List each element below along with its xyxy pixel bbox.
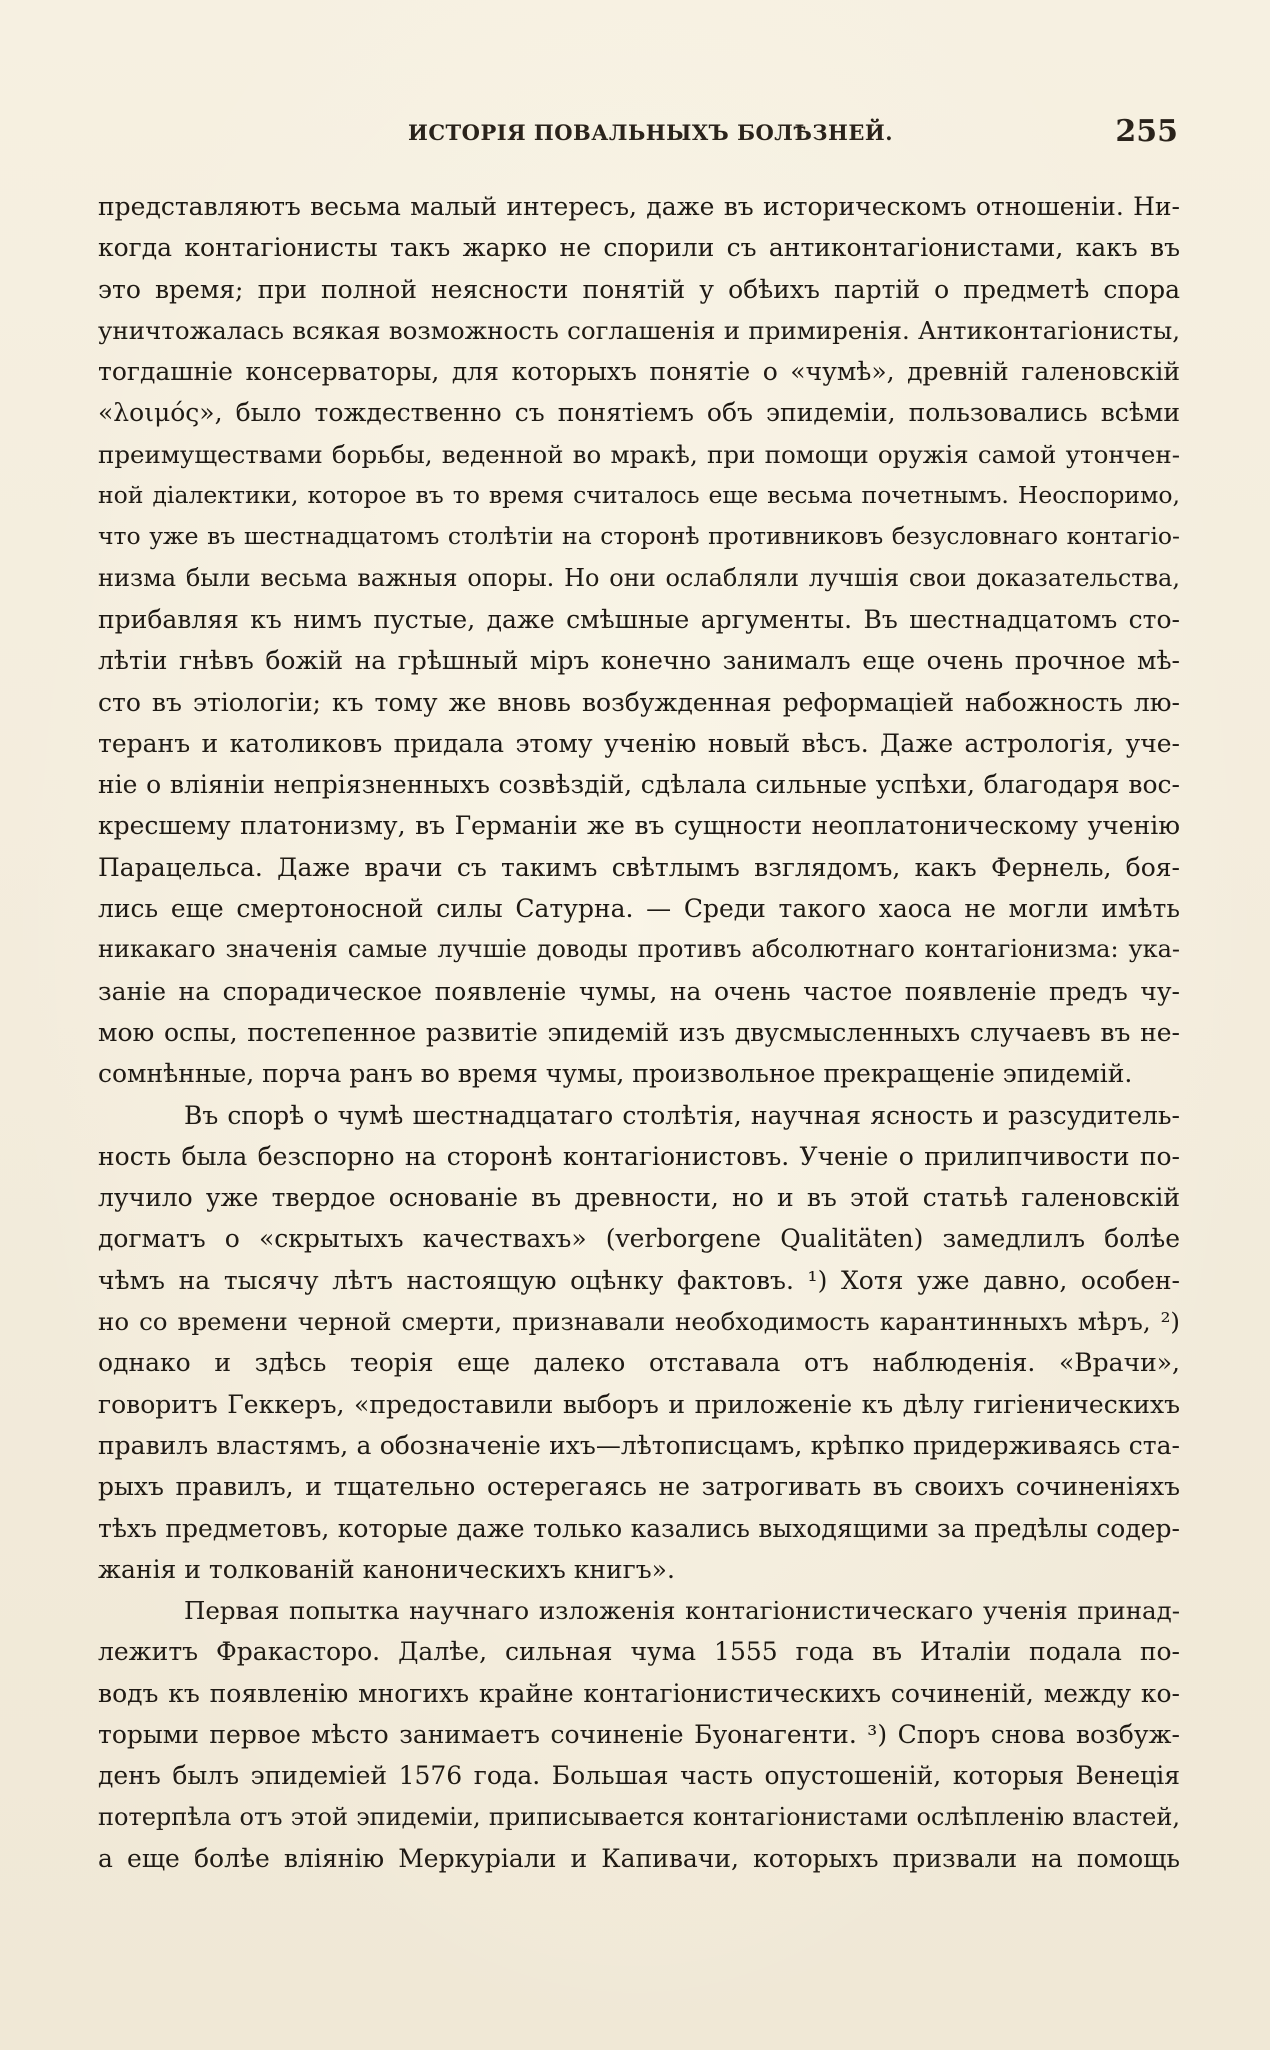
running-title: ИСТОРІЯ ПОВАЛЬНЫХЪ БОЛѢЗНЕЙ. <box>408 120 894 145</box>
text-line: уничтожалась всякая возможность соглашенія и примиренія. Антиконтагіонисты, <box>98 315 1180 345</box>
text-line: Парацельса. Даже врачи съ такимъ свѣтлымъ взглядомъ, какъ Фернель, боя- <box>98 852 1180 882</box>
text-line: прибавляя къ нимъ пустые, даже смѣшные аргументы. Въ шестнадцатомъ сто- <box>98 604 1180 634</box>
text-line: лѣтіи гнѣвъ божій на грѣшный міръ конечно занималъ еще очень прочное мѣ- <box>98 646 1180 676</box>
text-line: ность была безспорно на сторонѣ контагіонистовъ. Ученіе о прилипчивости по- <box>98 1141 1180 1171</box>
text-line: никакаго значенія самые лучшіе доводы противъ абсолютнаго контагіонизма: ука- <box>98 935 1180 964</box>
text-line: торыми первое мѣсто занимаетъ сочиненіе Буонагенти. ³) Споръ снова возбуж- <box>98 1719 1180 1749</box>
text-line: потерпѣла отъ этой эпидеміи, приписывается контагіонистами ослѣпленію властей, <box>98 1802 1180 1831</box>
text-line: чѣмъ на тысячу лѣтъ настоящую оцѣнку фактовъ. ¹) Хотя уже давно, особен- <box>98 1265 1180 1295</box>
text-line: преимуществами борьбы, веденной во мракѣ, при помощи оружія самой утончен- <box>98 439 1180 469</box>
text-line: ной діалектики, которое въ то время считалось еще весьма почетнымъ. Неоспоримо, <box>98 481 1180 510</box>
running-head <box>98 114 1178 154</box>
text-line: «λοιμός», было тождественно съ понятіемъ объ эпидеміи, пользовались всѣми <box>98 398 1180 428</box>
text-line: когда контагіонисты такъ жарко не спорили съ антиконтагіонистами, какъ въ <box>98 233 1180 263</box>
text-line: водъ къ появленію многихъ крайне контагіонистическихъ сочиненій, между ко- <box>98 1678 1180 1708</box>
text-line: теранъ и католиковъ придала этому ученію новый вѣсъ. Даже астрологія, уче- <box>98 728 1180 758</box>
text-line: сто въ этіологіи; къ тому же вновь возбужденная реформаціей набожность лю- <box>98 687 1180 717</box>
paragraph-end-line: сомнѣнные, порча ранъ во время чумы, произвольное прекращеніе эпидемій. <box>98 1059 1133 1089</box>
text-line: ніе о вліяніи непріязненныхъ созвѣздій, сдѣлала сильные успѣхи, благодаря вос- <box>98 770 1180 800</box>
text-line: мою оспы, постепенное развитіе эпидемій изъ двусмысленныхъ случаевъ въ не- <box>98 1017 1180 1047</box>
page-number: 255 <box>1115 114 1178 149</box>
text-line: кресшему платонизму, въ Германіи же въ сущности неоплатоническому ученію <box>98 811 1180 841</box>
text-line: но со времени черной смерти, признавали необходимость карантинныхъ мѣръ, ²) <box>98 1307 1180 1337</box>
text-line: однако и здѣсь теорія еще далеко отставала отъ наблюденія. «Врачи», <box>98 1348 1180 1378</box>
text-line: представляютъ весьма малый интересъ, даже въ историческомъ отношеніи. Ни- <box>98 192 1180 221</box>
text-line: лучило уже твердое основаніе въ древности, но и въ этой статьѣ галеновскій <box>98 1183 1180 1213</box>
text-line: а еще болѣе вліянію Меркуріали и Капивачи, которыхъ призвали на помощь <box>98 1843 1180 1873</box>
text-line: что уже въ шестнадцатомъ столѣтіи на сторонѣ противниковъ безусловнаго контагіо- <box>98 522 1180 551</box>
text-line: говоритъ Геккеръ, «предоставили выборъ и приложеніе къ дѣлу гигіеническихъ <box>98 1389 1180 1419</box>
text-line: заніе на спорадическое появленіе чумы, на очень частое появленіе предъ чу- <box>98 976 1180 1006</box>
text-line: лись еще смертоносной силы Сатурна. — Среди такого хаоса не могли имѣть <box>98 894 1180 924</box>
text-line: лежитъ Фракасторо. Далѣе, сильная чума 1555 года въ Италіи подала по- <box>98 1637 1180 1667</box>
body-text <box>98 186 1180 1879</box>
text-line: догматъ о «скрытыхъ качествахъ» (verborgene Qualitäten) замедлилъ болѣе <box>98 1224 1180 1254</box>
text-line: это время; при полной неясности понятій у обѣихъ партій о предметѣ спора <box>98 274 1180 304</box>
text-line: тѣхъ предметовъ, которые даже только казались выходящими за предѣлы содер- <box>98 1513 1180 1543</box>
text-line: рыхъ правилъ, и тщательно остерегаясь не затрогивать въ своихъ сочиненіяхъ <box>98 1472 1180 1502</box>
paragraph-start-line: Въ спорѣ о чумѣ шестнадцатаго столѣтія, научная ясность и разсудитель- <box>184 1100 1180 1130</box>
paragraph-end-line: жанія и толкованій каноническихъ книгъ». <box>98 1554 675 1584</box>
text-line: правилъ властямъ, а обозначеніе ихъ—лѣтописцамъ, крѣпко придерживаясь ста- <box>98 1430 1180 1460</box>
text-line: тогдашніе консерваторы, для которыхъ понятіе о «чумѣ», древній галеновскій <box>98 357 1180 387</box>
text-line: денъ былъ эпидеміей 1576 года. Большая часть опустошеній, которыя Венеція <box>98 1761 1180 1791</box>
paragraph-start-line: Первая попытка научнаго изложенія контагіонистическаго ученія принад- <box>184 1596 1180 1626</box>
text-line: низма были весьма важныя опоры. Но они ослабляли лучшія свои доказательства, <box>98 563 1180 592</box>
